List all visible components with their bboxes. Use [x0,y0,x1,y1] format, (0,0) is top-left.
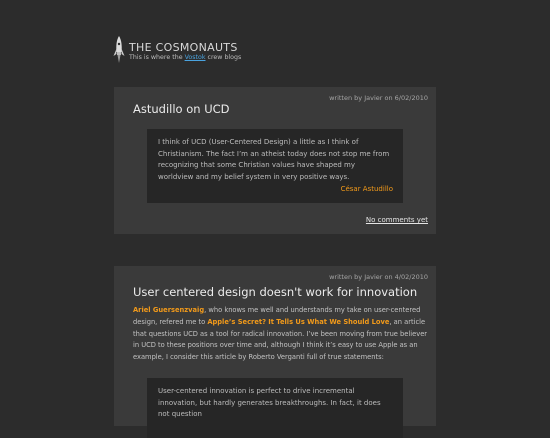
quote-author: César Astudillo [340,185,393,193]
tagline-text: This is where the [129,54,185,61]
vostok-link[interactable]: Vostok [184,54,206,61]
post-meta: written by Javier on 4/02/2010 [329,273,428,281]
blog-post [114,266,436,426]
site-title[interactable]: THE COSMONAUTS [129,41,238,54]
rocket-logo-icon[interactable] [113,36,125,64]
author-link[interactable]: Ariel Guersenzvaig [133,306,205,314]
site-tagline [129,54,241,61]
post-title[interactable]: Astudillo on UCD [133,102,230,116]
blockquote [147,378,403,438]
body-text-2: , an article that questions UCD as a tool for radical innovation. I’ve been moving from true believer in UCD to these positions over time and, although I think it’s easy to use Apple as an example, I consider this article by Roberto Verganti full of true statements: [133,317,428,362]
post-title[interactable]: User centered design doesn't work for innovation [133,285,418,299]
body-text: , who knows me well and understands my take on user-centered design, refered me to [133,306,421,326]
quote-text: I think of UCD (User-Centered Design) a little as I think of Christianism. The fact I’m an atheist today does not stop me from recognizing that some Christian values have shaped my worldview and my belief system in very positive ways. [158,138,390,181]
blog-post [114,87,436,234]
article-link[interactable]: Apple’s Secret? It Tells Us What We Should Love [207,317,390,326]
comments-link[interactable]: No comments yet [365,216,428,224]
tagline-text-end: crew blogs [205,54,242,61]
quote-text: User-centered innovation is perfect to drive incremental innovation, but hardly generates breakthroughs. In fact, it does not question [158,387,381,419]
post-body [133,305,429,364]
blockquote [147,129,403,203]
post-meta: written by Javier on 6/02/2010 [329,94,428,102]
